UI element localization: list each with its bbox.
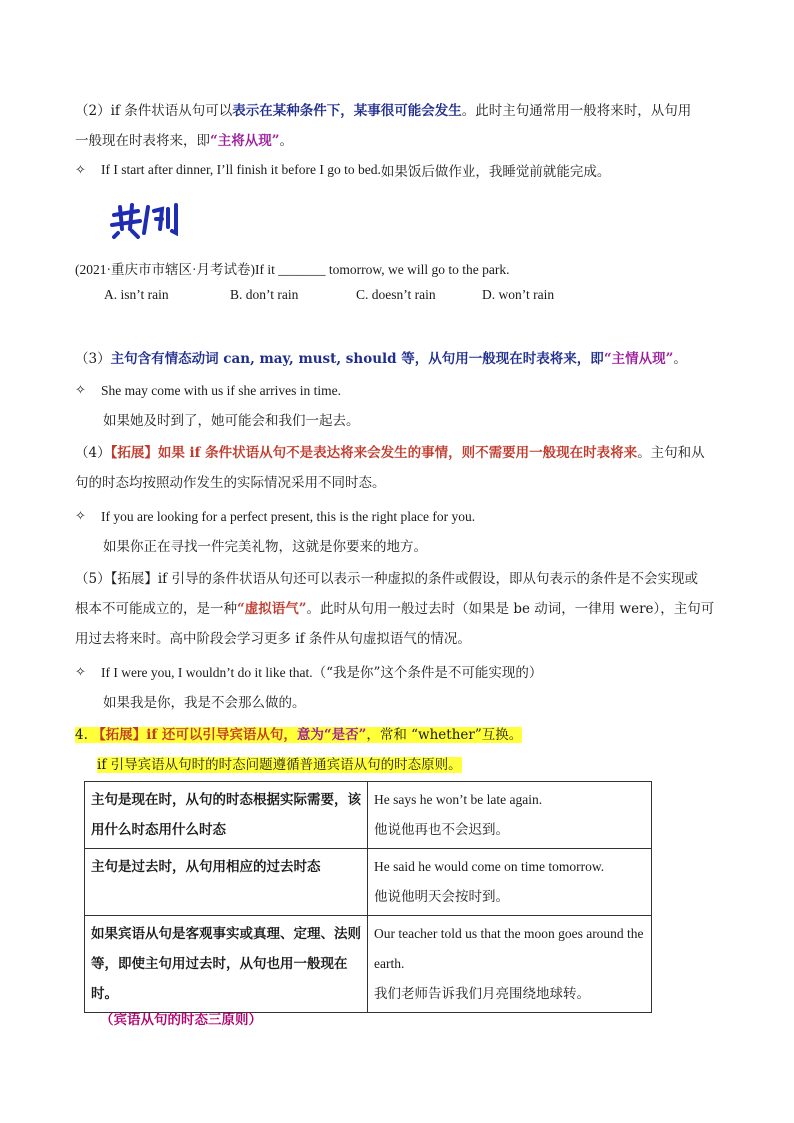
text: 。主句和从 [637, 445, 705, 461]
expand-tag: 【拓展】 [92, 727, 147, 743]
table-row [85, 782, 652, 849]
example-note: （“我是你”这个条件是不可能实现的） [312, 665, 543, 681]
example-cell [368, 849, 652, 916]
option-d: D. won’t rain [482, 287, 555, 302]
paragraph-5 [75, 564, 725, 654]
item-number: 4. [75, 727, 88, 743]
example-chinese: 我们老师告诉我们月亮围绕地球转。 [374, 986, 590, 1001]
text: if [146, 727, 162, 743]
option-b: B. don’t rain [230, 287, 299, 302]
para-number: （2） [75, 103, 111, 119]
text: ，常和 “whether”互换。 [366, 727, 523, 743]
diamond-bullet-icon: ✧ [75, 383, 86, 398]
example-english: He said he would come on time tomorrow. [374, 859, 605, 874]
example-english: He says he won’t be late again. [374, 792, 543, 807]
text: 一般现在时表将来，即 [75, 133, 210, 149]
text: 。 [673, 351, 687, 367]
example-5 [75, 658, 725, 718]
example-cell [368, 782, 652, 849]
highlighted-line [162, 727, 522, 743]
highlighted-line [75, 727, 162, 743]
diamond-bullet-icon: ✧ [75, 665, 86, 680]
example-chinese: 他说他再也不会迟到。 [374, 822, 509, 837]
expand-tag: 【拓展】 [110, 571, 158, 587]
rule-cell: 主句是现在时，从句的时态根据实际需要，该用什么时态用什么时态 [85, 782, 368, 849]
example-chinese: 如果饭后做作业，我睡觉前就能完成。 [380, 164, 611, 180]
paragraph-3 [75, 344, 725, 374]
paragraph-2 [75, 96, 725, 156]
example-4 [75, 502, 725, 562]
tense-rules-table [84, 781, 652, 1013]
diamond-bullet-icon: ✧ [75, 509, 86, 524]
text: 用过去将来时。高中阶段会学习更多 if 条件从句虚拟语气的情况。 [75, 631, 471, 647]
text: 。此时从句用一般过去时（如果是 be 动词，一律用 were），主句可 [306, 601, 715, 617]
option-c: C. doesn’t rain [356, 287, 436, 302]
rule-cell: 如果宾语从句是客观事实或真理、定理、法则等，即使主句用过去时，从句也用一般现在时。 [85, 916, 368, 1013]
example-cell [368, 916, 652, 1013]
question-stem: (2021·重庆市市辖区·月考试卷)If it _______ tomorrow, we will go to the park. [75, 262, 510, 277]
example-chinese: 如果我是你，我是不会那么做的。 [103, 695, 306, 711]
highlight-text: 如果 if 条件状语从句不是表达将来会发生的事情，则不需要用一般现在时表将来 [157, 445, 638, 461]
example-english: If I were you, I wouldn’t do it like that. [101, 665, 313, 680]
para-number: （4） [75, 445, 111, 461]
text: 意为 [296, 727, 324, 743]
text: if 引导的条件状语从句还可以表示一种虚拟的条件或假设，即从句表示的条件是不会实现或 [157, 571, 698, 587]
highlight-text: 主句含有情态动词 can, may, must, should 等，从句用一般现在时表将来，即 [110, 351, 604, 367]
text: 。此时主句通常用一般将来时，从句用 [461, 103, 692, 119]
example-chinese: 如果她及时到了，她可能会和我们一起去。 [103, 413, 360, 429]
key-phrase: “虚拟语气” [237, 601, 307, 617]
example-english: She may come with us if she arrives in time. [101, 383, 341, 398]
example-english: If you are looking for a perfect present, this is the right place for you. [101, 509, 476, 524]
key-phrase: “主情从现” [603, 351, 674, 367]
example-english: Our teacher told us that the moon goes around the earth. [374, 926, 644, 971]
paragraph-4-object-clause [75, 720, 725, 780]
option-a: A. isn’t rain [104, 287, 169, 302]
paragraph-4 [75, 438, 725, 498]
example-english: If I start after dinner, I’ll finish it before I go to bed. [101, 162, 381, 177]
key-phrase: “是否” [323, 727, 367, 743]
example-3 [75, 376, 725, 436]
diamond-bullet-icon: ✧ [75, 162, 86, 178]
text: 还可以引导宾语从句， [161, 727, 297, 743]
answer-options [104, 287, 624, 303]
table-row [85, 916, 652, 1013]
example-2 [75, 160, 610, 180]
highlight-text: 表示在某种条件下，某事很可能会发生 [232, 103, 462, 119]
para-number: （3） [75, 351, 111, 367]
example-logo-icon [110, 203, 182, 243]
example-chinese: 他说他明天会按时到。 [374, 889, 509, 904]
text: 。 [279, 133, 294, 149]
para-number: （5） [75, 571, 111, 587]
rule-cell: 主句是过去时，从句用相应的过去时态 [85, 849, 368, 916]
table-row [85, 849, 652, 916]
key-phrase: “主将从现” [210, 133, 280, 149]
example-chinese: 如果你正在寻找一件完美礼物，这就是你要来的地方。 [103, 539, 427, 555]
text: 句的时态均按照动作发生的实际情况采用不同时态。 [75, 475, 386, 491]
text: 根本不可能成立的，是一种 [75, 601, 237, 617]
highlighted-line: if 引导宾语从句时的时态问题遵循普通宾语从句的时态原则。 [97, 757, 462, 773]
expand-tag: 【拓展】 [110, 445, 158, 461]
text: if 条件状语从句可以 [110, 103, 233, 119]
table-caption: （宾语从句的时态三原则） [100, 1012, 262, 1028]
